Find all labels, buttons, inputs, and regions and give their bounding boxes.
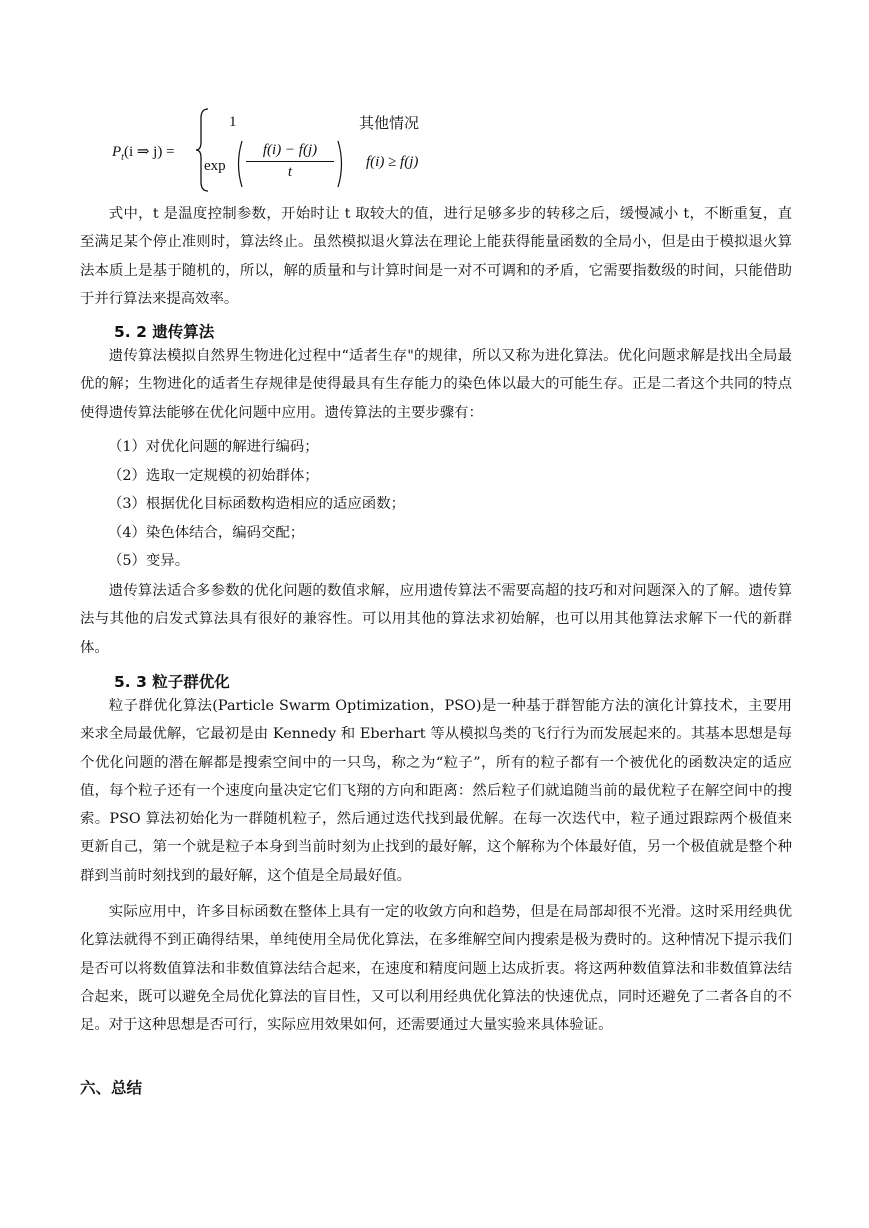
paragraph-application: 实际应用中，许多目标函数在整体上具有一定的收敛方向和趋势，但是在局部却很不光滑。这时采用经典优化算法就得不到正确得结果，单纯使用全局优化算法，在多维解空间内搜索是极为费时的。这种情况下提示我们是否可以将数值算法和非数值算法结合起来，在速度和精度问题上达成折衷。将这两种数值算法和非数值算法结合起来，既可以避免全局优化算法的盲目性，又可以利用经典优化算法的快速优点，同时还避免了二者各自的不足。对于这种思想是否可行，实际应用效果如何，还需要通过大量实验来具体验证。 — [80, 904, 792, 1034]
right-paren-icon — [336, 140, 346, 188]
formula-lhs-args: (i ⇒ j) = — [123, 144, 175, 160]
formula-fraction — [246, 142, 334, 181]
formula-lhs — [112, 142, 175, 163]
section-heading-6: 六、总结 — [80, 1079, 143, 1097]
formula-case2-condition: f(i) ≥ f(j) — [366, 154, 419, 170]
list-item: （1）对优化问题的解进行编码； — [108, 439, 319, 455]
list-item: （5）变异。 — [108, 553, 190, 569]
formula-case1-condition: 其他情况 — [359, 114, 420, 132]
formula-case1-value: 1 — [229, 114, 237, 130]
formula-denominator: t — [287, 164, 293, 180]
paragraph-genetic-intro: 遗传算法模拟自然界生物进化过程中“适者生存"的规律，所以又称为进化算法。优化问题求解是找出全局最优的解；生物进化的适者生存规律是使得最具有生存能力的染色体以最大的可能生存。正是二者这个共同的特点使得遗传算法能够在优化问题中应用。遗传算法的主要步骤有： — [80, 348, 792, 421]
paragraph-genetic-summary: 遗传算法适合多参数的优化问题的数值求解，应用遗传算法不需要高超的技巧和对问题深入的了解。遗传算法与其他的启发式算法具有很好的兼容性。可以用其他的算法求初始解，也可以用其他算法求解下一代的新群体。 — [80, 583, 792, 656]
left-brace-icon — [195, 108, 211, 192]
list-item: （4）染色体结合，编码交配； — [108, 525, 305, 541]
formula-p-subscript: t — [121, 152, 124, 163]
left-paren-icon — [234, 140, 244, 188]
list-item: （2）选取一定规模的初始群体； — [108, 468, 319, 484]
section-heading-5-3: 5. 3 粒子群优化 — [114, 673, 230, 691]
formula-numerator: f(i) − f(j) — [246, 142, 334, 162]
formula-exp: exp — [204, 158, 226, 174]
formula-p-symbol: P — [112, 144, 122, 160]
section-heading-5-2: 5. 2 遗传算法 — [114, 323, 215, 341]
paragraph-pso: 粒子群优化算法(Particle Swarm Optimization，PSO)是一种基于群智能方法的演化计算技术，主要用来求全局最优解，它最初是由 Kennedy 和 Eberhart 等从模拟鸟类的飞行行为而发展起来的。其基本思想是每个优化问题的潜在解都是搜索空间中的一只鸟，称之为“粒子”，所有的粒子都有一个被优化的函数决定的适应值，每个粒子还有一个速度向量决定它们飞翔的方向和距离：然后粒子们就追随当前的最优粒子在解空间中的搜索。PSO 算法初始化为一群随机粒子，然后通过迭代找到最优解。在每一次迭代中，粒子通过跟踪两个极值来更新自己，第一个就是粒子本身到当前时刻为止找到的最好解，这个解称为个体最好值，另一个极值就是整个种群到当前时刻找到的最好解，这个值是全局最好值。 — [80, 698, 792, 884]
paragraph-temperature: 式中，t 是温度控制参数，开始时让 t 取较大的值，进行足够多步的转移之后，缓慢减小 t，不断重复，直至满足某个停止准则时，算法终止。虽然模拟退火算法在理论上能获得能量函数的全局小，但是由于模拟退火算法本质上是基于随机的，所以，解的质量和与计算时间是一对不可调和的矛盾，它需要指数级的时间，只能借助于并行算法来提高效率。 — [80, 206, 792, 307]
acceptance-probability-formula — [112, 104, 532, 196]
list-item: （3）根据优化目标函数构造相应的适应函数； — [108, 496, 405, 512]
